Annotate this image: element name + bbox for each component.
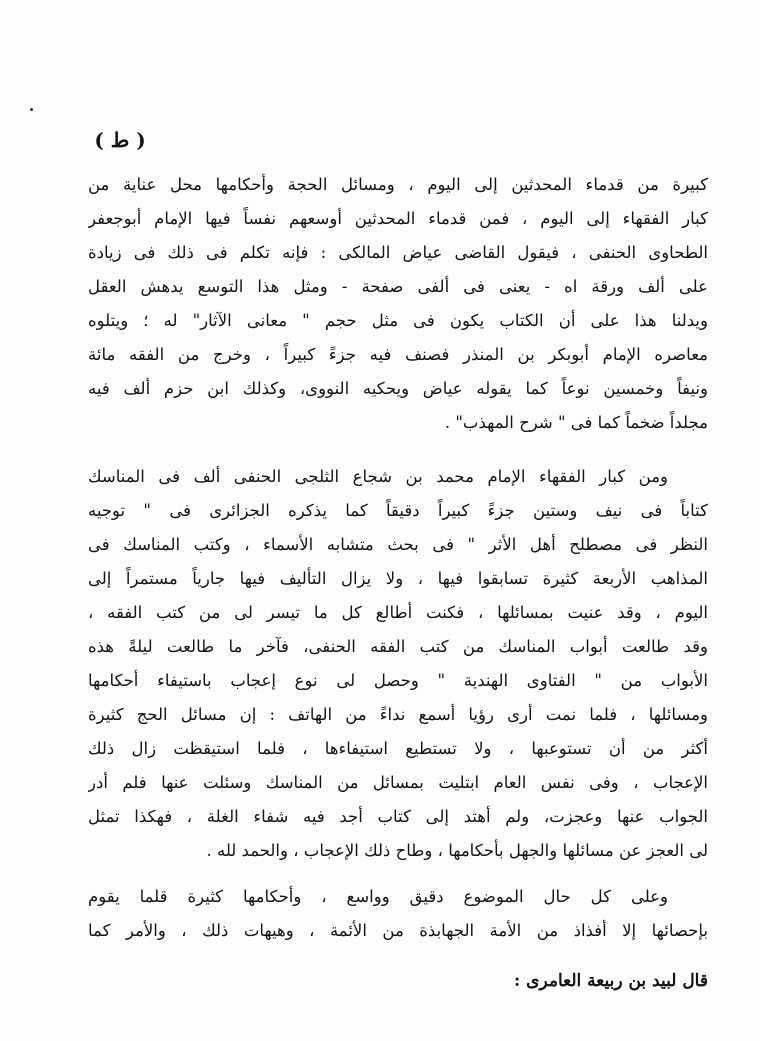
paragraph-line: لى العجز عن مسائلها والجهل بأحكامها ، وطاح ذلك الإعجاب ، والحمد لله . bbox=[206, 841, 708, 860]
poem-intro-line: قال لبيد بن ربيعة العامرى : bbox=[513, 971, 708, 991]
paragraph-3 bbox=[88, 880, 708, 948]
scan-speck bbox=[30, 108, 33, 111]
paragraph-line: المذاهب الأربعة كثيرة تسابقوا فيها ، ولا يزال التأليف فيها جارياً مستمراً إلى bbox=[88, 569, 708, 588]
paragraph-line: الطحاوى الحنفى ، فيقول القاضى عياض المالكى : فإنه تكلم فى ذلك فى زيادة bbox=[88, 243, 708, 262]
paragraph-line: كبيرة من قدماء المحدثين إلى اليوم ، ومسائل الحجة وأحكامها محل عناية من bbox=[88, 175, 708, 194]
paragraph-line: وقد طالعت أبواب المناسك من كتب الفقه الحنفى، فآخر ما طالعت ليلةً هذه bbox=[88, 637, 708, 656]
paragraph-line: على ألف ورقة اه - يعنى فى ألفى صفحة - ومثل هذا التوسع يدهش العقل bbox=[88, 277, 708, 296]
paragraph-line: الجواب عنها وعجزت، ولم أهتد إلى كتاب أجد فيه شفاء الغلة ، فهكذا تمثل bbox=[88, 807, 708, 826]
paragraph-line: ونيفاً وخمسين نوعاً كما يقوله عياض ويحكيه النووى، وكذلك ابن حزم ألف فيه bbox=[88, 379, 708, 398]
paragraph-line: كبار الفقهاء إلى اليوم ، فمن قدماء المحدثين أوسعهم نفساً فيها الإمام أبوجعفر bbox=[88, 209, 708, 228]
paragraph-line: الأبواب من " الفتاوى الهندية " وحصل لى نوع إعجاب باستيفاء أحكامها bbox=[88, 671, 708, 690]
paragraph-line: ومن كبار الفقهاء الإمام محمد بن شجاع الثلجى الحنفى ألف فى المناسك bbox=[88, 467, 668, 486]
paragraph-line: الإعجاب ، وفى نفس العام ابتليت بمسائل من المناسك وسئلت عنها فلم أدر bbox=[88, 773, 708, 792]
paragraph-1 bbox=[88, 168, 708, 440]
page-number: ( ط ) bbox=[94, 128, 146, 152]
paragraph-line: اليوم ، وقد عنيت بمسائلها ، فكنت أطالع كل ما تيسر لى من كتب الفقه ، bbox=[88, 603, 708, 622]
paragraph-line: وعلى كل حال الموضوع دقيق وواسع ، وأحكامها كثيرة قلما يقوم bbox=[88, 887, 668, 906]
paragraph-line: بإحصائها إلا أفذاذ من الأمة الجهابذة من الأئمة ، وهيهات ذلك ، والأمر كما bbox=[88, 921, 708, 940]
paragraph-line: مجلداً ضخماً كما فى " شرح المهذب" . bbox=[444, 413, 708, 432]
paragraph-line: أكثر من أن تستوعبها ، ولا تستطيع استيفاءها ، فلما استيقظت زال ذلك bbox=[88, 739, 708, 758]
paragraph-line: النظر فى مصطلح أهل الأثر " فى بحث متشابه الأسماء ، وكتب المناسك فى bbox=[88, 535, 708, 554]
paragraph-line: معاصره الإمام أبوبكر بن المنذر فصنف فيه جزءً كبيراً ، وخرج من الفقه مائة bbox=[88, 345, 708, 364]
paragraph-2 bbox=[88, 460, 708, 868]
paragraph-line: ويدلنا هذا على أن الكتاب يكون فى مثل حجم " معانى الآثار" له ؛ ويتلوه bbox=[88, 311, 708, 330]
paragraph-line: كتاباً فى نيف وستين جزءً كبيراً دقيقاً كما يذكره الجزائرى فى " توجيه bbox=[88, 501, 708, 520]
paragraph-line: ومسائلها ، فلما نمت أرى رؤيا أسمع نداءً من الهاتف : إن مسائل الحج كثيرة bbox=[88, 705, 708, 724]
